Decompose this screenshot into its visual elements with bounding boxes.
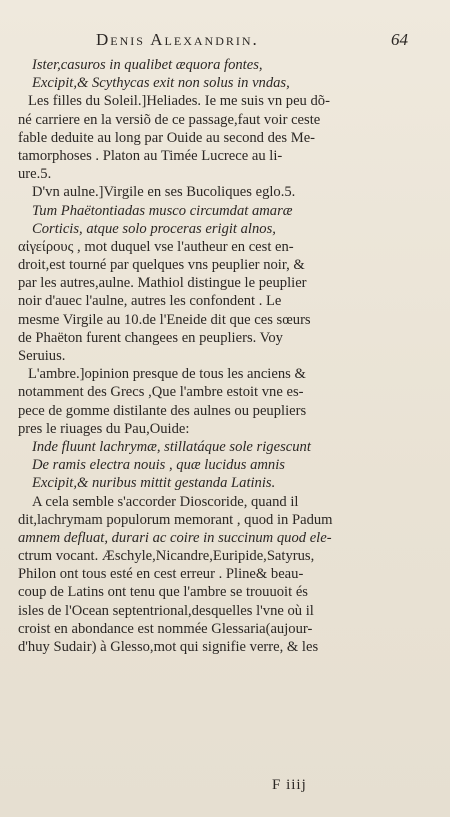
text-line: d'huy Sudair) à Glesso,mot qui signifie verre, & les — [18, 639, 319, 655]
text-line: droit,est tourné par quelques vns peuplier noir, & — [18, 257, 305, 274]
page-number: 64 — [391, 30, 408, 49]
verse-line: Inde fluunt lachrymæ, stillatáque sole rigescunt — [32, 438, 311, 455]
text-line: isles de l'Ocean septentrional,desquelles l'vne où il — [18, 602, 314, 619]
text-line: pres le riuages du Pau,Ouide: — [18, 420, 190, 437]
signature-mark: F iiij — [272, 777, 307, 793]
text-line: par les autres,aulne. Mathiol distingue le peuplier — [18, 275, 307, 292]
text-line: noir d'auec l'aulne, autres les confondent . Le — [18, 293, 282, 310]
verse-line: Tum Phaëtontiadas musco circumdat amaræ — [32, 202, 293, 219]
text-line: dit,lachrymam populorum memorant , quod in Padum — [18, 511, 333, 528]
verse-line: Ister,casuros in qualibet æquora fontes, — [32, 57, 263, 73]
page-header — [0, 30, 450, 54]
text-line: D'vn aulne.]Virgile en ses Bucoliques eglo.5. — [32, 184, 296, 201]
verse-line: Excipit,& Scythycas exit non solus in vndas, — [32, 75, 290, 92]
verse-line: De ramis electra nouis , quæ lucidus amnis — [32, 457, 285, 474]
text-line: tamorphoses . Platon au Timée Lucrece au li- — [18, 147, 283, 164]
text-line: né carriere en la versiõ de ce passage,faut voir ceste — [18, 111, 321, 128]
text-line: fable deduite au long par Ouide au second des Me- — [18, 129, 316, 146]
text-line: de Phaëton furent changees en peupliers. Voy — [18, 329, 283, 346]
text-line: ure.5. — [18, 166, 52, 183]
text-line: notamment des Grecs ,Que l'ambre estoit vne es- — [18, 384, 304, 401]
text-line: mesme Virgile au 10.de l'Eneide dit que ces sœurs — [18, 311, 311, 328]
text-line: coup de Latins ont tenu que l'ambre se trouuoit és — [18, 584, 308, 601]
text-line: amnem defluat, durari ac coire in succinum quod ele- — [18, 529, 332, 546]
text-line: croist en abondance est nommée Glessaria(aujour- — [18, 620, 313, 637]
text-line: ctrum vocant. Æschyle,Nicandre,Euripide,Satyrus, — [18, 548, 315, 565]
verse-line: Excipit,& nuribus mittit gestanda Latinis. — [32, 475, 276, 492]
text-line: A cela semble s'accorder Dioscoride, quand il — [32, 493, 299, 510]
text-line: L'ambre.]opinion presque de tous les anciens & — [28, 366, 306, 383]
text-line: Philon ont tous esté en cest erreur . Pline& beau- — [18, 566, 304, 583]
text-line: Seruius. — [18, 348, 66, 364]
running-title: Denis Alexandrin. — [96, 30, 259, 49]
verse-line: Corticis, atque solo proceras erigit alnos, — [32, 220, 276, 237]
page-body — [18, 56, 422, 656]
text-line: αἰγείρους , mot duquel vse l'autheur en cest en- — [18, 238, 294, 255]
text-line: pece de gomme distilante des aulnes ou peupliers — [18, 402, 307, 419]
text-line: Les filles du Soleil.]Heliades. Ie me suis vn peu dõ- — [28, 93, 330, 110]
